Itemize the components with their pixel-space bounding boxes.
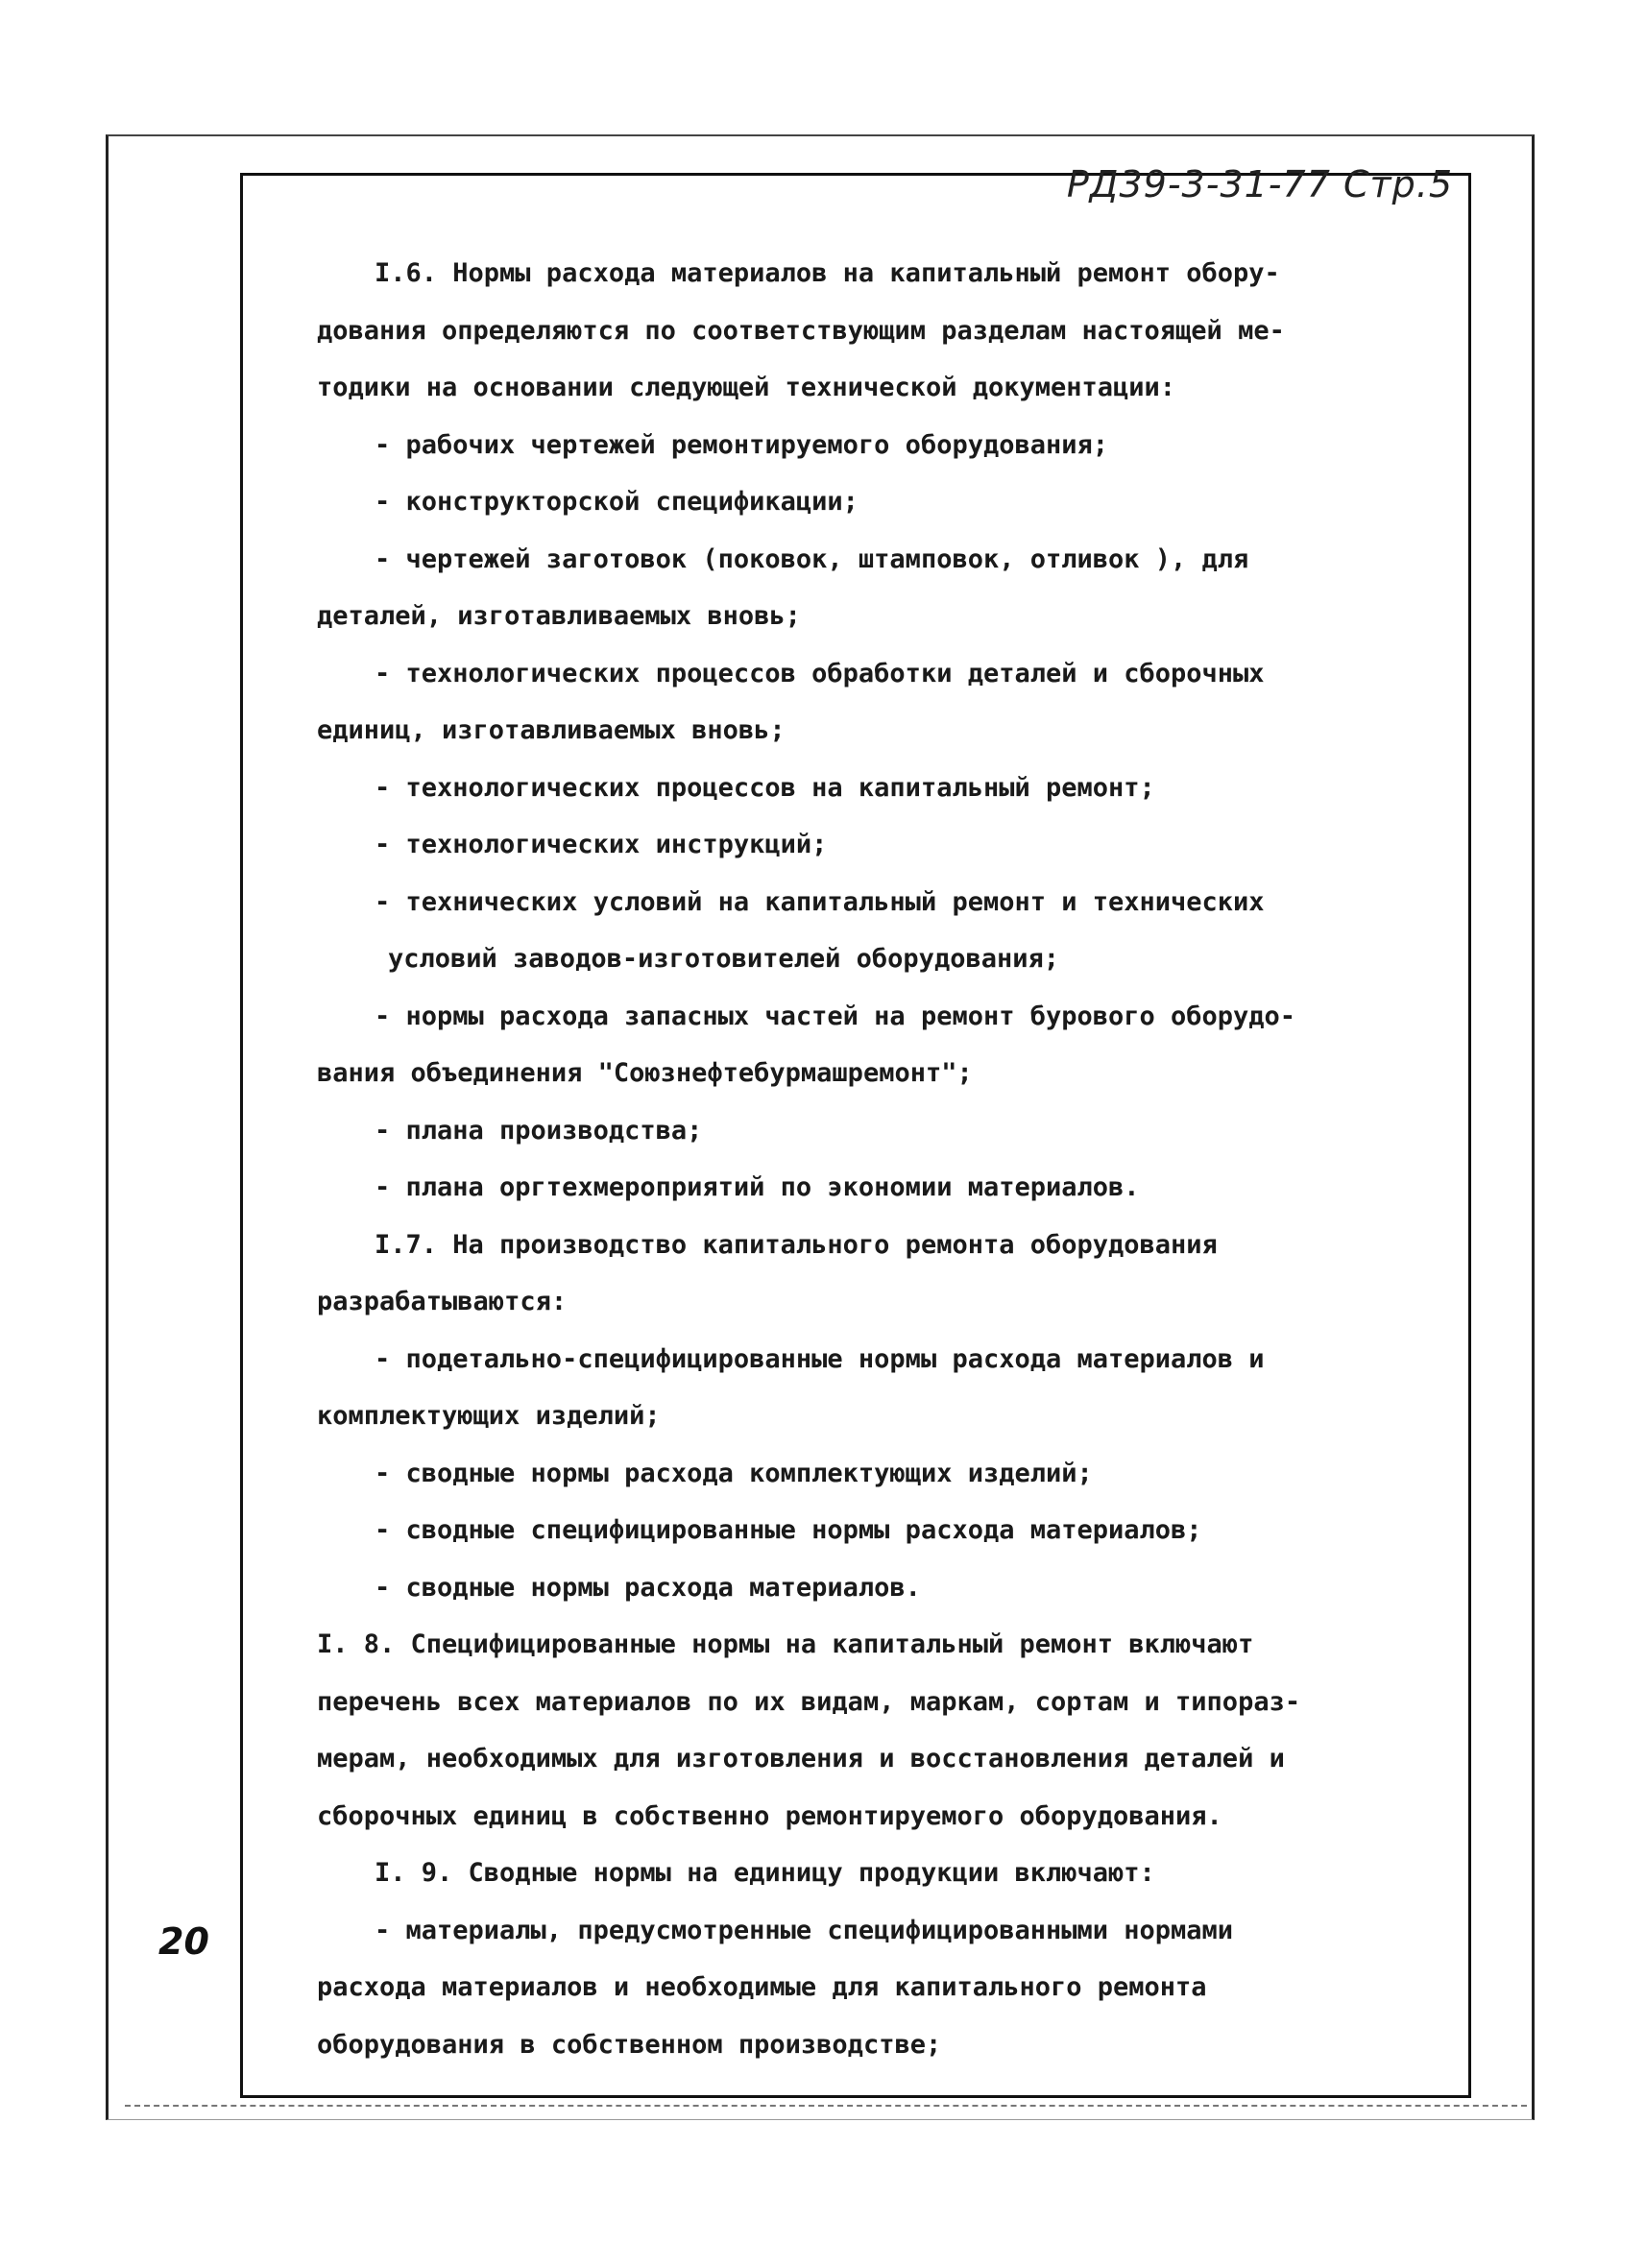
text-line: сборочных единиц в собственно ремонтируемого оборудования. [317, 1800, 1222, 1831]
text-line: тодики на основании следующей технической документации: [317, 373, 1176, 402]
document-body [317, 245, 1440, 2073]
text-line: мерам, необходимых для изготовления и восстановления деталей и [317, 1744, 1285, 1773]
section-heading: I. 8. Специфицированные нормы на капитальный ремонт включают [317, 1629, 1254, 1659]
list-item: - сводные специфицированные нормы расхода материалов; [375, 1515, 1202, 1545]
list-item: - сводные нормы расхода материалов. [375, 1572, 921, 1603]
list-item: - подетально-специфицированные нормы расхода материалов и [375, 1343, 1265, 1374]
list-item: - рабочих чертежей ремонтируемого оборудования; [375, 429, 1109, 460]
text-line: расхода материалов и необходимые для капитального ремонта [317, 1972, 1207, 2002]
list-item: - материалы, предусмотренные специфицированными нормами [375, 1915, 1234, 1945]
section-heading: I. 9. Сводные нормы на единицу продукции включают: [375, 1858, 1155, 1888]
list-item: - конструкторской спецификации; [375, 487, 859, 517]
text-line: перечень всех материалов по их видам, маркам, сортам и типораз- [317, 1686, 1301, 1717]
page-number: 20 [158, 1920, 209, 1963]
text-line: условий заводов-изготовителей оборудования; [388, 944, 1059, 974]
text-line: вания объединения "Союзнефтебурмашремонт"; [317, 1058, 973, 1088]
list-item: - плана производства; [375, 1115, 703, 1146]
list-item: - технологических процессов на капитальный ремонт; [375, 772, 1155, 803]
text-line: оборудования в собственном производстве; [317, 2029, 942, 2060]
list-item: - чертежей заготовок (поковок, штамповок, отливок ), для [375, 543, 1249, 574]
list-item: - технологических процессов обработки деталей и сборочных [375, 658, 1265, 688]
text-line: разрабатываются: [317, 1287, 568, 1316]
document-code-header: РД39-3-31-77 Стр.5 [1066, 163, 1453, 205]
list-item: - сводные нормы расхода комплектующих изделий; [375, 1458, 1093, 1488]
section-heading: I.7. На производство капитального ремонта оборудования [375, 1229, 1218, 1260]
list-item: - технических условий на капитальный ремонт и технических [375, 886, 1265, 917]
list-item: - нормы расхода запасных частей на ремонт бурового оборудо- [375, 1001, 1296, 1031]
list-item: - плана оргтехмероприятий по экономии материалов. [375, 1172, 1140, 1202]
text-line: деталей, изготавливаемых вновь; [317, 601, 801, 631]
text-line: комплектующих изделий; [317, 1401, 661, 1431]
text-line: единиц, изготавливаемых вновь; [317, 715, 786, 745]
text-line: I.6. Нормы расхода материалов на капитальный ремонт обору- [375, 258, 1280, 288]
list-item: - технологических инструкций; [375, 830, 828, 859]
bottom-rule [125, 2105, 1527, 2107]
text-line: дования определяются по соответствующим разделам настоящей ме- [317, 315, 1285, 346]
